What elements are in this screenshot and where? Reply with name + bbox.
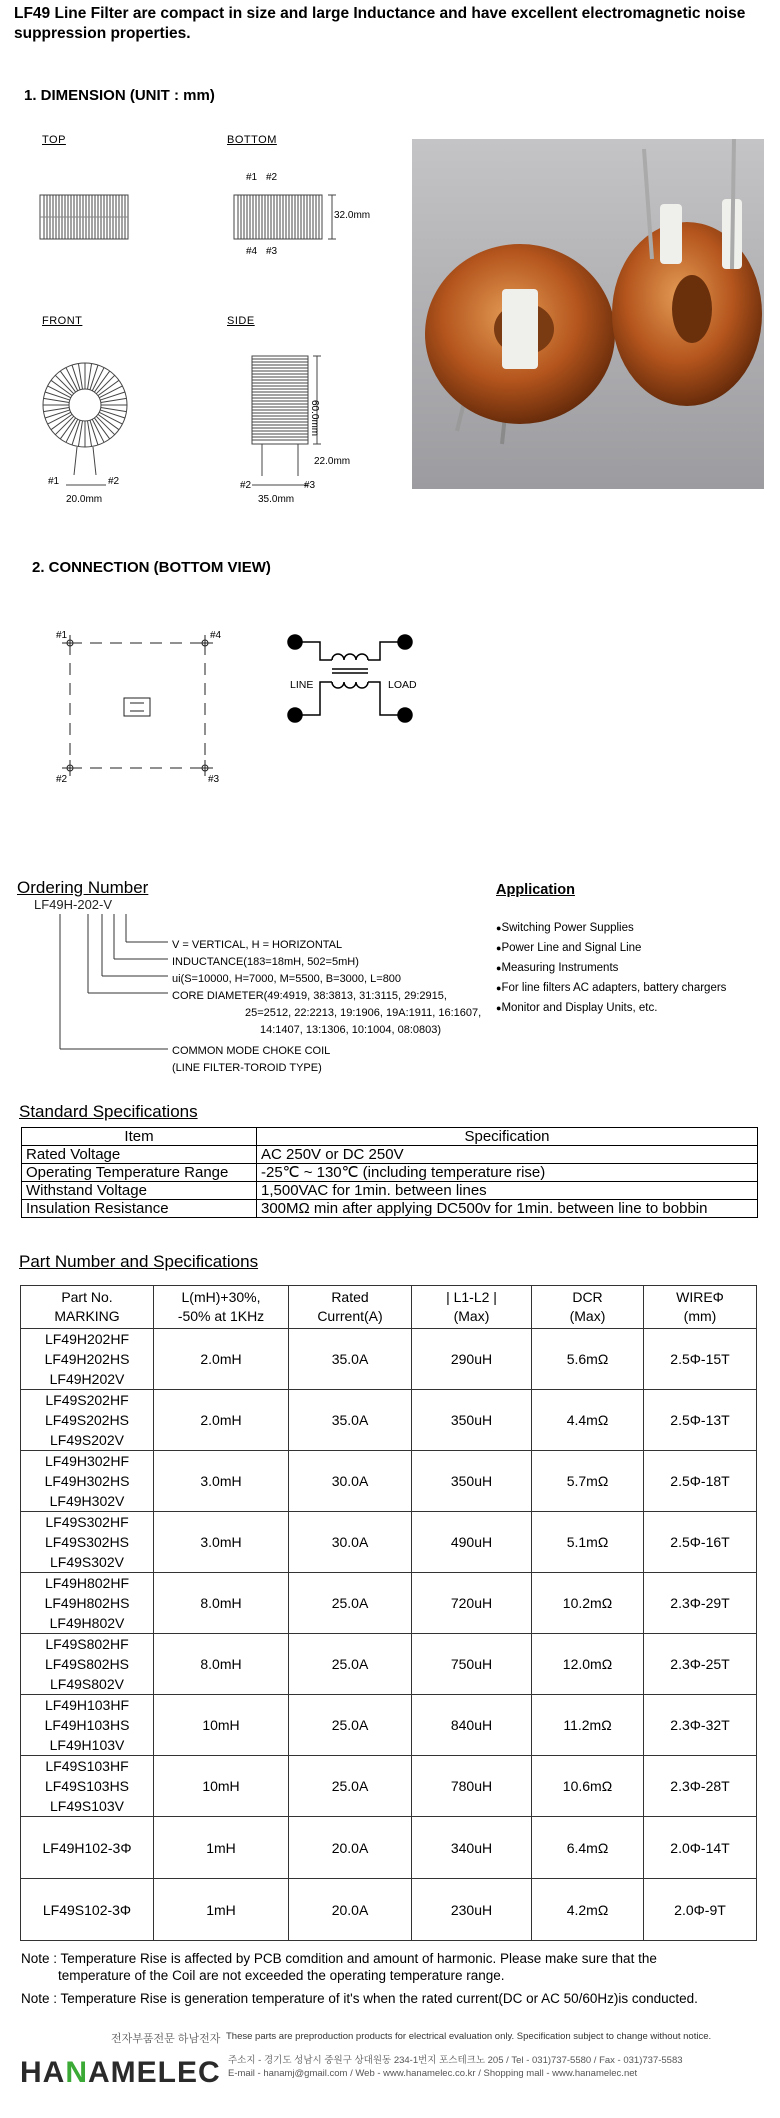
inductance-cell: 1mH	[154, 1879, 289, 1941]
ordering-legend-4: 25=2512, 22:2213, 19:1906, 19A:1911, 16:1607,	[245, 1007, 482, 1019]
application-item: ● Switching Power Supplies	[496, 918, 726, 938]
current-cell: 25.0A	[289, 1756, 412, 1817]
conn-pin-2: #2	[56, 774, 68, 785]
dim-label-front: FRONT	[42, 315, 83, 327]
parts-header-wire	[644, 1286, 757, 1329]
current-cell: 30.0A	[289, 1451, 412, 1512]
parts-header-inductance	[154, 1286, 289, 1329]
spec-item: Rated Voltage	[22, 1146, 257, 1164]
bottom-pin-3: #3	[266, 246, 278, 257]
leakage-cell: 290uH	[412, 1329, 532, 1390]
standard-header: Item	[22, 1128, 257, 1146]
part-number: LF49S103HS	[44, 1778, 130, 1794]
inductance-cell: 8.0mH	[154, 1634, 289, 1695]
footer-disclaimer: These parts are preproduction products for electrical evaluation only. Specification subject to change without notice.	[226, 2031, 712, 2042]
top-view-drawing	[40, 195, 128, 239]
part-number: LF49S103HF	[45, 1758, 129, 1774]
part-number: LF49S102-3Φ	[42, 1901, 132, 1918]
part-number: LF49H302V	[49, 1493, 125, 1509]
spec-value: 1,500VAC for 1min. between lines	[257, 1182, 758, 1200]
table-row	[22, 1200, 758, 1218]
conn-pin-1: #1	[56, 630, 68, 641]
header-line: (Max)	[453, 1308, 490, 1324]
spec-item: Operating Temperature Range	[22, 1164, 257, 1182]
inductance-cell: 10mH	[154, 1695, 289, 1756]
footer-tagline: 전자부품전문 하남전자	[111, 2033, 221, 2045]
part-number: LF49H802V	[49, 1615, 125, 1631]
company-logo	[20, 2056, 221, 2090]
dim-label-side: SIDE	[227, 315, 255, 327]
current-cell: 25.0A	[289, 1634, 412, 1695]
spec-value: -25℃ ~ 130℃ (including temperature rise)	[257, 1164, 758, 1182]
header-line: Rated	[331, 1289, 369, 1305]
table-row	[21, 1512, 757, 1573]
part-number-cell	[21, 1573, 154, 1634]
wire-cell: 2.0Φ-14T	[644, 1817, 757, 1879]
dcr-cell: 5.1mΩ	[532, 1512, 644, 1573]
front-pin-1: #1	[48, 476, 60, 487]
dcr-cell: 5.7mΩ	[532, 1451, 644, 1512]
conn-pin-3: #3	[208, 774, 220, 785]
dcr-cell: 6.4mΩ	[532, 1817, 644, 1879]
dcr-cell: 4.2mΩ	[532, 1879, 644, 1941]
part-number-cell	[21, 1390, 154, 1451]
part-number: LF49H802HS	[44, 1595, 130, 1611]
part-number: LF49H202HS	[44, 1351, 130, 1367]
part-number: LF49H103HS	[44, 1717, 130, 1733]
connection-diagram	[50, 620, 430, 790]
part-number: LF49H103V	[49, 1737, 125, 1753]
wire-cell: 2.5Φ-13T	[644, 1390, 757, 1451]
footer-address: 주소지 - 경기도 성남시 중원구 상대원동 234-1번지 포스테크노 205 / Tel - 031)737-5580 / Fax - 031)737-5583	[228, 2055, 683, 2066]
spec-item: Withstand Voltage	[22, 1182, 257, 1200]
parts-header-l1l2	[412, 1286, 532, 1329]
dim-front-width: 20.0mm	[66, 494, 103, 505]
inductance-cell: 1mH	[154, 1817, 289, 1879]
header-line: | L1-L2 |	[446, 1289, 497, 1305]
wire-cell: 2.3Φ-28T	[644, 1756, 757, 1817]
table-row	[22, 1182, 758, 1200]
front-pin-2: #2	[108, 476, 120, 487]
side-pin-2: #2	[240, 480, 252, 491]
ordering-legend-0: V = VERTICAL, H = HORIZONTAL	[172, 939, 343, 951]
parts-header-dcr	[532, 1286, 644, 1329]
ordering-legend-2: ui(S=10000, H=7000, M=5500, B=3000, L=800	[172, 973, 402, 985]
part-number: LF49S202HS	[44, 1412, 130, 1428]
part-number: LF49H802HF	[44, 1575, 130, 1591]
leakage-cell: 780uH	[412, 1756, 532, 1817]
dcr-cell: 11.2mΩ	[532, 1695, 644, 1756]
dim-side-width: 35.0mm	[258, 494, 295, 505]
wire-cell: 2.0Φ-9T	[644, 1879, 757, 1941]
bottom-pin-4: #4	[246, 246, 258, 257]
logo-part: HA	[20, 2056, 66, 2089]
inductance-cell: 2.0mH	[154, 1390, 289, 1451]
ordering-legend-7: (LINE FILTER-TOROID TYPE)	[172, 1062, 322, 1074]
part-number-cell	[21, 1329, 154, 1390]
footer-contact: E-mail - hanamj@gmail.com / Web - www.hanamelec.co.kr / Shopping mall - www.hanamelec.net	[228, 2068, 638, 2079]
parts-header-current	[289, 1286, 412, 1329]
dcr-cell: 12.0mΩ	[532, 1634, 644, 1695]
dim-label-top: TOP	[42, 134, 66, 146]
leakage-cell: 750uH	[412, 1634, 532, 1695]
table-row	[22, 1164, 758, 1182]
part-number-cell	[21, 1879, 154, 1941]
ordering-legend-1: INDUCTANCE(183=18mH, 502=5mH)	[172, 956, 359, 968]
current-cell: 30.0A	[289, 1512, 412, 1573]
connection-title: 2. CONNECTION (BOTTOM VIEW)	[32, 559, 271, 576]
bottom-pin-1: #1	[246, 172, 258, 183]
table-row	[21, 1634, 757, 1695]
header-line: -50% at 1KHz	[177, 1308, 265, 1324]
standard-header-row	[22, 1128, 758, 1146]
spec-value: 300MΩ min after applying DC500v for 1min. between line to bobbin	[257, 1200, 758, 1218]
current-cell: 25.0A	[289, 1573, 412, 1634]
logo-part: N	[65, 2056, 89, 2089]
dcr-cell: 5.6mΩ	[532, 1329, 644, 1390]
current-cell: 20.0A	[289, 1817, 412, 1879]
application-item: ● Power Line and Signal Line	[496, 938, 726, 958]
part-number: LF49S103V	[50, 1798, 124, 1814]
ordering-tree-lines	[30, 912, 180, 1062]
parts-header-row	[21, 1286, 757, 1329]
leakage-cell: 840uH	[412, 1695, 532, 1756]
wire-cell: 2.5Φ-18T	[644, 1451, 757, 1512]
dimension-title: 1. DIMENSION (UNIT : mm)	[24, 87, 215, 104]
table-row	[21, 1695, 757, 1756]
dim-width: 60.0mm	[309, 400, 320, 437]
part-number-cell	[21, 1817, 154, 1879]
dim-height: 32.0mm	[334, 210, 371, 221]
dim-lead: 22.0mm	[314, 456, 351, 467]
ordering-code: LF49H-202-V	[34, 897, 113, 912]
parts-title: Part Number and Specifications	[19, 1252, 259, 1271]
current-cell: 20.0A	[289, 1879, 412, 1941]
part-number-cell	[21, 1634, 154, 1695]
standard-title: Standard Specifications	[19, 1102, 198, 1121]
part-number: LF49S202HF	[45, 1392, 129, 1408]
header-line: (mm)	[683, 1308, 717, 1324]
bottom-view-drawing	[234, 195, 336, 239]
table-row	[21, 1756, 757, 1817]
part-number-cell	[21, 1695, 154, 1756]
load-label: LOAD	[388, 679, 417, 691]
part-number: LF49H202V	[49, 1371, 125, 1387]
wire-cell: 2.3Φ-29T	[644, 1573, 757, 1634]
spec-value: AC 250V or DC 250V	[257, 1146, 758, 1164]
part-number-cell	[21, 1756, 154, 1817]
front-view-drawing	[43, 363, 127, 485]
leakage-cell: 350uH	[412, 1451, 532, 1512]
leakage-cell: 350uH	[412, 1390, 532, 1451]
leakage-cell: 490uH	[412, 1512, 532, 1573]
parts-spec-table	[20, 1285, 757, 1941]
dcr-cell: 10.6mΩ	[532, 1756, 644, 1817]
dcr-cell: 10.2mΩ	[532, 1573, 644, 1634]
current-cell: 25.0A	[289, 1695, 412, 1756]
standard-header: Specification	[257, 1128, 758, 1146]
intro-text: LF49 Line Filter are compact in size and large Inductance and have excellent electromagnetic noise suppression properties.	[14, 5, 746, 42]
ordering-legend-3: CORE DIAMETER(49:4919, 38:3813, 31:3115, 29:2915,	[172, 990, 447, 1002]
dcr-cell: 4.4mΩ	[532, 1390, 644, 1451]
header-line: Current(A)	[317, 1308, 383, 1324]
part-number: LF49H302HF	[44, 1453, 130, 1469]
header-line: L(mH)+30%,	[181, 1289, 261, 1305]
application-title: Application	[496, 882, 575, 898]
part-number: LF49S302HF	[45, 1514, 129, 1530]
note-1-cont: temperature of the Coil are not exceeded the operating temperature range.	[58, 1968, 505, 1983]
part-number: LF49S302HS	[44, 1534, 130, 1550]
application-list	[496, 918, 726, 1018]
table-row	[21, 1390, 757, 1451]
current-cell: 35.0A	[289, 1390, 412, 1451]
header-line: MARKING	[54, 1308, 120, 1324]
header-line: Part No.	[61, 1289, 113, 1305]
standard-spec-table	[21, 1127, 758, 1218]
part-number: LF49H103HF	[44, 1697, 130, 1713]
header-line: (Max)	[569, 1308, 606, 1324]
part-number: LF49S802HS	[44, 1656, 130, 1672]
wire-cell: 2.5Φ-16T	[644, 1512, 757, 1573]
inductance-cell: 8.0mH	[154, 1573, 289, 1634]
part-number: LF49S202V	[50, 1432, 124, 1448]
logo-part: AMELEC	[88, 2056, 221, 2089]
application-item: ● For line filters AC adapters, battery chargers	[496, 978, 726, 998]
part-number: LF49S802HF	[45, 1636, 129, 1652]
side-pin-3: #3	[304, 480, 316, 491]
table-row	[22, 1146, 758, 1164]
inductance-cell: 2.0mH	[154, 1329, 289, 1390]
inductance-cell: 3.0mH	[154, 1512, 289, 1573]
part-number: LF49H102-3Φ	[42, 1839, 132, 1856]
header-line: WIREΦ	[676, 1289, 724, 1305]
application-item: ● Monitor and Display Units, etc.	[496, 998, 726, 1018]
bottom-pin-2: #2	[266, 172, 278, 183]
table-row	[21, 1879, 757, 1941]
dim-label-bottom: BOTTOM	[227, 134, 277, 146]
wire-cell: 2.3Φ-32T	[644, 1695, 757, 1756]
parts-header-part-no	[21, 1286, 154, 1329]
dimension-drawings	[30, 150, 410, 510]
line-label: LINE	[290, 679, 314, 691]
leakage-cell: 340uH	[412, 1817, 532, 1879]
wire-cell: 2.5Φ-15T	[644, 1329, 757, 1390]
header-line: DCR	[572, 1289, 603, 1305]
inductance-cell: 3.0mH	[154, 1451, 289, 1512]
ordering-legend-6: COMMON MODE CHOKE COIL	[172, 1045, 331, 1057]
table-row	[21, 1817, 757, 1879]
spec-item: Insulation Resistance	[22, 1200, 257, 1218]
table-row	[21, 1451, 757, 1512]
application-item: ● Measuring Instruments	[496, 958, 726, 978]
part-number-cell	[21, 1451, 154, 1512]
wire-cell: 2.3Φ-25T	[644, 1634, 757, 1695]
part-number: LF49H202HF	[44, 1331, 130, 1347]
leakage-cell: 230uH	[412, 1879, 532, 1941]
part-number-cell	[21, 1512, 154, 1573]
ordering-legend-5: 14:1407, 13:1306, 10:1004, 08:0803)	[260, 1024, 442, 1036]
part-number: LF49S302V	[50, 1554, 124, 1570]
table-row	[21, 1329, 757, 1390]
part-number: LF49S802V	[50, 1676, 124, 1692]
current-cell: 35.0A	[289, 1329, 412, 1390]
inductance-cell: 10mH	[154, 1756, 289, 1817]
note-2: Note : Temperature Rise is generation temperature of it's when the rated current(DC or AC 50/60Hz)is conducted.	[21, 1991, 698, 2006]
product-photo	[412, 139, 764, 489]
note-1: Note : Temperature Rise is affected by PCB comdition and amount of harmonic. Please make sure that the	[21, 1951, 657, 1966]
table-row	[21, 1573, 757, 1634]
part-number: LF49H302HS	[44, 1473, 130, 1489]
conn-pin-4: #4	[210, 630, 222, 641]
ordering-title: Ordering Number	[17, 878, 149, 897]
leakage-cell: 720uH	[412, 1573, 532, 1634]
